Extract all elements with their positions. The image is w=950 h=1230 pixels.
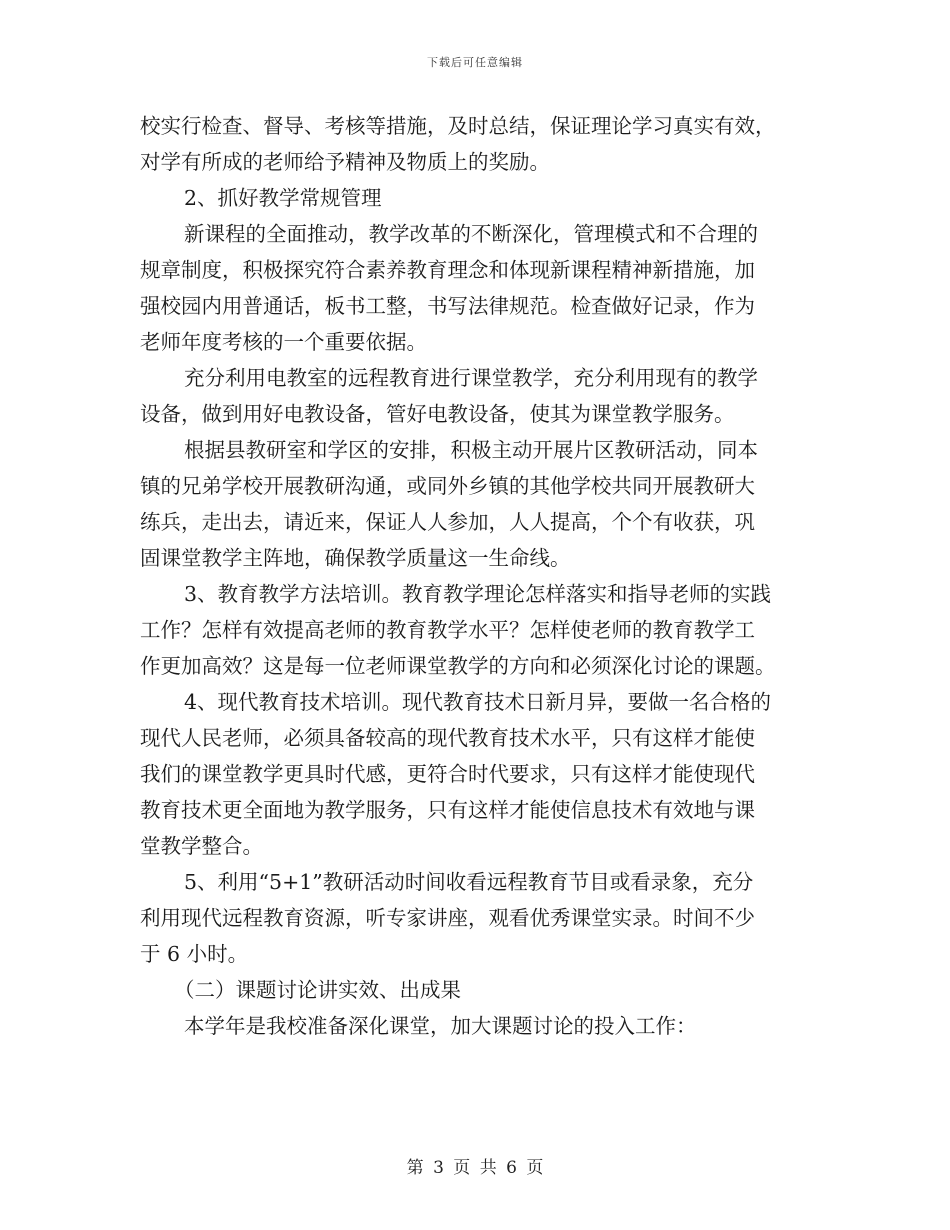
paragraph-line: 5、利用“5+1”教研活动时间收看远程教育节目或看录象，充分 [184, 870, 754, 894]
paragraph-line: 充分利用电教室的远程教育进行课堂教学，充分利用现有的教学 [184, 366, 758, 390]
paragraph-line: 强校园内用普通话，板书工整，书写法律规范。检查做好记录，作为 [140, 294, 755, 318]
paragraph-line: 3、教育教学方法培训。教育教学理论怎样落实和指导老师的实践 [184, 582, 772, 606]
paragraph-line: 工作？怎样有效提高老师的教育教学水平？怎样使老师的教育教学工 [140, 618, 755, 642]
paragraph-line: 镇的兄弟学校开展教研沟通，或同外乡镇的其他学校共同开展教研大 [140, 474, 755, 498]
paragraph-line: 练兵，走出去，请近来，保证人人参加，人人提高，个个有收获，巩 [140, 510, 755, 534]
paragraph-line: 老师年度考核的一个重要依据。 [140, 330, 427, 354]
page-number: 第 3 页 共 6 页 [406, 1158, 544, 1178]
paragraph-line: 设备，做到用好电教设备，管好电教设备，使其为课堂教学服务。 [140, 402, 735, 426]
section-heading: （二）课题讨论讲实效、出成果 [174, 978, 461, 1002]
paragraph-line: 本学年是我校准备深化课堂，加大课题讨论的投入工作： [184, 1014, 697, 1038]
paragraph-line: 教育技术更全面地为教学服务，只有这样才能使信息技术有效地与课 [140, 798, 755, 822]
paragraph-line: 根据县教研室和学区的安排，积极主动开展片区教研活动，同本 [184, 438, 758, 462]
paragraph-line: 4、现代教育技术培训。现代教育技术日新月异，要做一名合格的 [184, 690, 772, 714]
header-note: 下载后可任意编辑 [427, 56, 523, 69]
paragraph-line: 作更加高效？这是每一位老师课堂教学的方向和必须深化讨论的课题。 [140, 654, 776, 678]
paragraph-line: 我们的课堂教学更具时代感，更符合时代要求，只有这样才能使现代 [140, 762, 755, 786]
paragraph-line: 规章制度，积极探究符合素养教育理念和体现新课程精神新措施，加 [140, 258, 755, 282]
document-body [140, 108, 812, 1044]
paragraph-line: 新课程的全面推动，教学改革的不断深化，管理模式和不合理的 [184, 222, 758, 246]
section-heading: 2、抓好教学常规管理 [184, 186, 382, 210]
paragraph-line: 对学有所成的老师给予精神及物质上的奖励。 [140, 150, 550, 174]
paragraph-line: 于 6 小时。 [140, 942, 249, 966]
paragraph-line: 堂教学整合。 [140, 834, 263, 858]
paragraph-line: 利用现代远程教育资源，听专家讲座，观看优秀课堂实录。时间不少 [140, 906, 755, 930]
paragraph-line: 校实行检查、督导、考核等措施，及时总结，保证理论学习真实有效， [140, 114, 776, 138]
paragraph-line: 固课堂教学主阵地，确保教学质量这一生命线。 [140, 546, 571, 570]
paragraph-line: 现代人民老师，必须具备较高的现代教育技术水平，只有这样才能使 [140, 726, 755, 750]
